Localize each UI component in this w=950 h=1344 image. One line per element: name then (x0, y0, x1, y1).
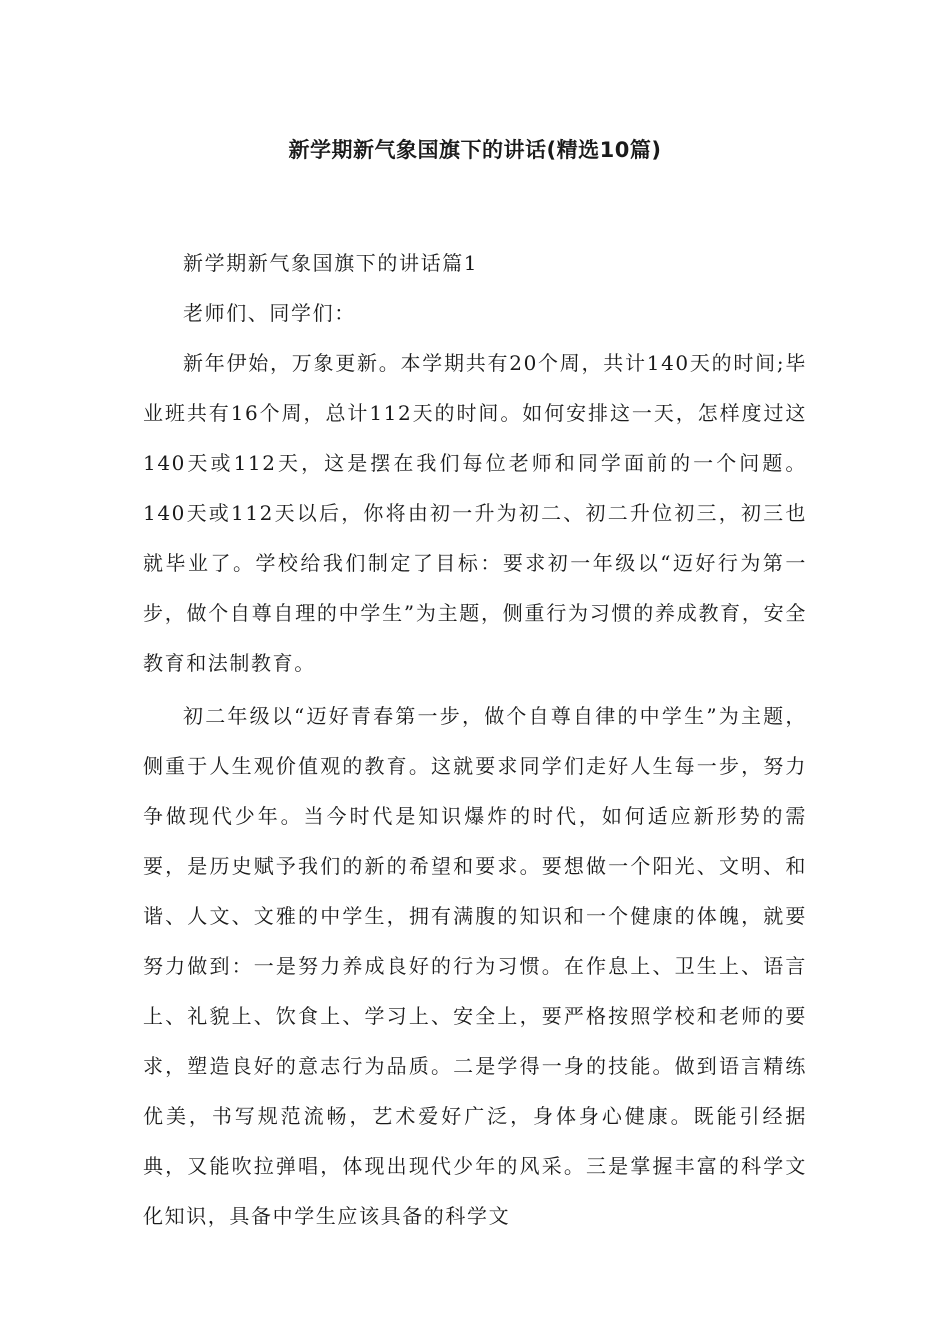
section-heading: 新学期新气象国旗下的讲话篇1 (183, 251, 479, 275)
paragraph-2: 初二年级以“迈好青春第一步，做个自尊自律的中学生”为主题，侧重于人生观价值观的教育。这就要求同学们走好人生每一步，努力争做现代少年。当今时代是知识爆炸的时代，如何适应新形势的需要，是历史赋予我们的新的希望和要求。要想做一个阳光、文明、和谐、人文、文雅的中学生，拥有满腹的知识和一个健康的体魄，就要努力做到：一是努力养成良好的行为习惯。在作息上、卫生上、语言上、礼貌上、饮食上、学习上、安全上，要严格按照学校和老师的要求，塑造良好的意志行为品质。二是学得一身的技能。做到语言精练优美，书写规范流畅，艺术爱好广泛，身体身心健康。既能引经据典，又能吹拉弹唱，体现出现代少年的风采。三是掌握丰富的科学文化知识，具备中学生应该具备的科学文 (143, 704, 807, 1228)
salutation: 老师们、同学们： (183, 301, 356, 325)
document-body (143, 238, 807, 1244)
paragraph-1: 新年伊始，万象更新。本学期共有20个周，共计140天的时间;毕业班共有16个周，总计112天的时间。如何安排这一天，怎样度过这140天或112天，这是摆在我们每位老师和同学面前的一个问题。140天或112天以后，你将由初一升为初二、初二升位初三，初三也就毕业了。学校给我们制定了目标：要求初一年级以“迈好行为第一步，做个自尊自理的中学生”为主题，侧重行为习惯的养成教育，安全教育和法制教育。 (143, 351, 807, 675)
document-title: 新学期新气象国旗下的讲话(精选10篇) (288, 138, 662, 162)
